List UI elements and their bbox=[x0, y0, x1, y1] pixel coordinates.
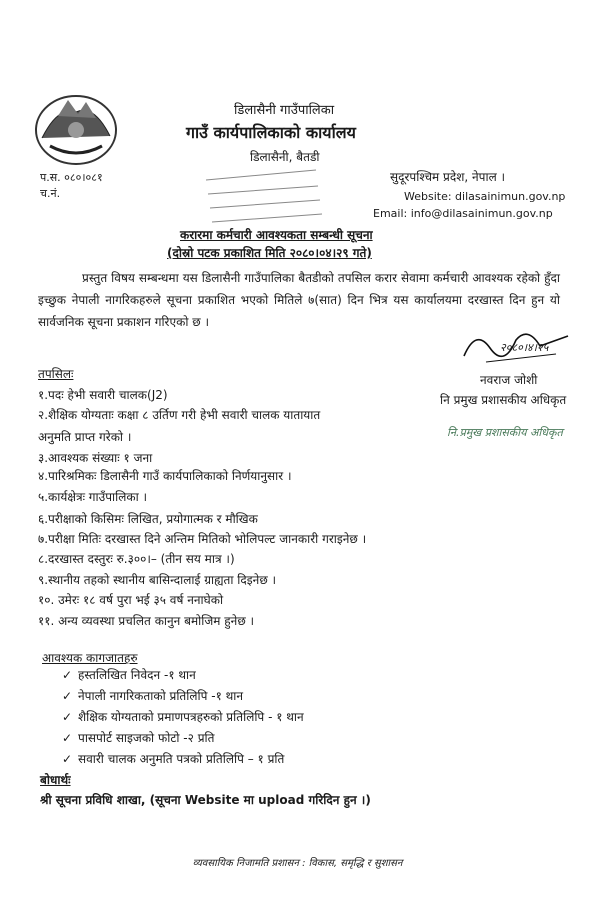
list-item: ✓ नेपाली नागरिकताको प्रतिलिपि -१ थान bbox=[62, 689, 244, 703]
list-item: ४.पारिश्रमिकः डिलासैनी गाउँ कार्यपालिकाको निर्णयानुसार । bbox=[38, 469, 292, 483]
list-item: ५.कार्यक्षेत्रः गाउँपालिका । bbox=[38, 490, 148, 504]
office-title: गाउँ कार्यपालिकाको कार्यालय bbox=[186, 123, 356, 142]
checkmark-icon: ✓ bbox=[62, 710, 73, 724]
list-item: १.पदः हेभी सवारी चालक(J2) bbox=[38, 388, 168, 402]
designation-stamp: नि.प्रमुख प्रशासकीय अधिकृत bbox=[447, 426, 563, 439]
nepal-emblem-icon bbox=[28, 86, 124, 170]
checkmark-icon: ✓ bbox=[62, 689, 73, 703]
documents-heading: आवश्यक कागजातहरु bbox=[42, 651, 138, 665]
footer-motto: व्यवसायिक निजामति प्रशासन : विकास, समृद्धि र सुशासन bbox=[192, 858, 403, 869]
list-item: ३.आवश्यक संख्याः १ जना bbox=[38, 451, 153, 465]
notice-subtitle: (दोस्रो पटक प्रकाशित मिति २०८०।०४।२९ गते) bbox=[167, 246, 372, 260]
checkmark-icon: ✓ bbox=[62, 731, 73, 745]
list-item: अनुमति प्राप्त गरेको । bbox=[38, 430, 132, 444]
notice-title: करारमा कर्मचारी आवश्यकता सम्बन्धी सूचना bbox=[180, 228, 373, 242]
province-line: सुदूरपश्चिम प्रदेश, नेपाल । bbox=[390, 170, 506, 184]
signatory-designation: नि प्रमुख प्रशासकीय अधिकृत bbox=[440, 393, 567, 407]
list-item: ✓ शैक्षिक योग्यताको प्रमाणपत्रहरुको प्रतिलिपि - १ थान bbox=[62, 710, 304, 724]
checkmark-icon: ✓ bbox=[62, 752, 73, 766]
list-item: ७.परीक्षा मितिः दरखास्त दिने अन्तिम मितिको भोलिपल्ट जानकारी गराइनेछ । bbox=[38, 532, 367, 546]
municipality-name: डिलासैनी गाउँपालिका bbox=[234, 103, 335, 118]
list-item: ११. अन्य व्यवस्था प्रचलित कानुन बमोजिम हुनेछ । bbox=[38, 614, 255, 628]
office-stamp-icon bbox=[196, 160, 326, 230]
list-item: १०. उमेरः १८ वर्ष पुरा भई ३५ वर्ष ननाघेको bbox=[38, 593, 224, 607]
signatory-name: नवराज जोशी bbox=[480, 373, 538, 387]
list-item: ६.परीक्षाको किसिमः लिखित, प्रयोगात्मक र मौखिक bbox=[38, 512, 258, 526]
checkmark-icon: ✓ bbox=[62, 668, 73, 682]
list-item: ✓ सवारी चालक अनुमति पत्रको प्रतिलिपि – १ प्रति bbox=[62, 752, 285, 766]
reference-number: च.नं. bbox=[40, 187, 61, 200]
website-text: Website: dilasainimun.gov.np bbox=[404, 190, 566, 203]
list-item: ९.स्थानीय तहको स्थानीय बासिन्दालाई ग्राह्यता दिइनेछ । bbox=[38, 573, 277, 587]
list-item: ✓ हस्तलिखित निवेदन -१ थान bbox=[62, 668, 196, 682]
list-item: ✓ पासपोर्ट साइजको फोटो -२ प्रति bbox=[62, 731, 215, 745]
cc-heading: बोधार्थः bbox=[40, 773, 71, 787]
details-heading: तपसिलः bbox=[38, 367, 74, 381]
fiscal-year: प.स. ०८०।०८१ bbox=[40, 171, 103, 184]
notice-body: प्रस्तुत विषय सम्बन्धमा यस डिलासैनी गाउँपालिका बैतडीको तपसिल करार सेवामा कर्मचारी आवश्यक रहेको हुँदा इच्छुक नेपाली नागरिकहरुले सूचना प्रकाशित भएको मितिले ७(सात) दिन भित्र यस कार्यालयमा दरखास्त दिन हुन यो सार्वजनिक सूचना प्रकाशन गरिएको छ । bbox=[38, 271, 560, 329]
list-item: ८.दरखास्त दस्तुरः रु.३००।– (तीन सय मात्र ।) bbox=[38, 552, 235, 566]
signature-date: २०८०।४।२५ bbox=[500, 341, 549, 354]
list-item: २.शैक्षिक योग्यताः कक्षा ८ उर्तिण गरी हेभी सवारी चालक यातायात bbox=[38, 408, 321, 422]
email-text: Email: info@dilasainimun.gov.np bbox=[373, 207, 553, 220]
office-location: डिलासैनी, बैतडी bbox=[250, 150, 320, 164]
cc-line: श्री सूचना प्रविधि शाखा, (सूचना Website मा upload गरिदिन हुन ।) bbox=[40, 793, 371, 807]
